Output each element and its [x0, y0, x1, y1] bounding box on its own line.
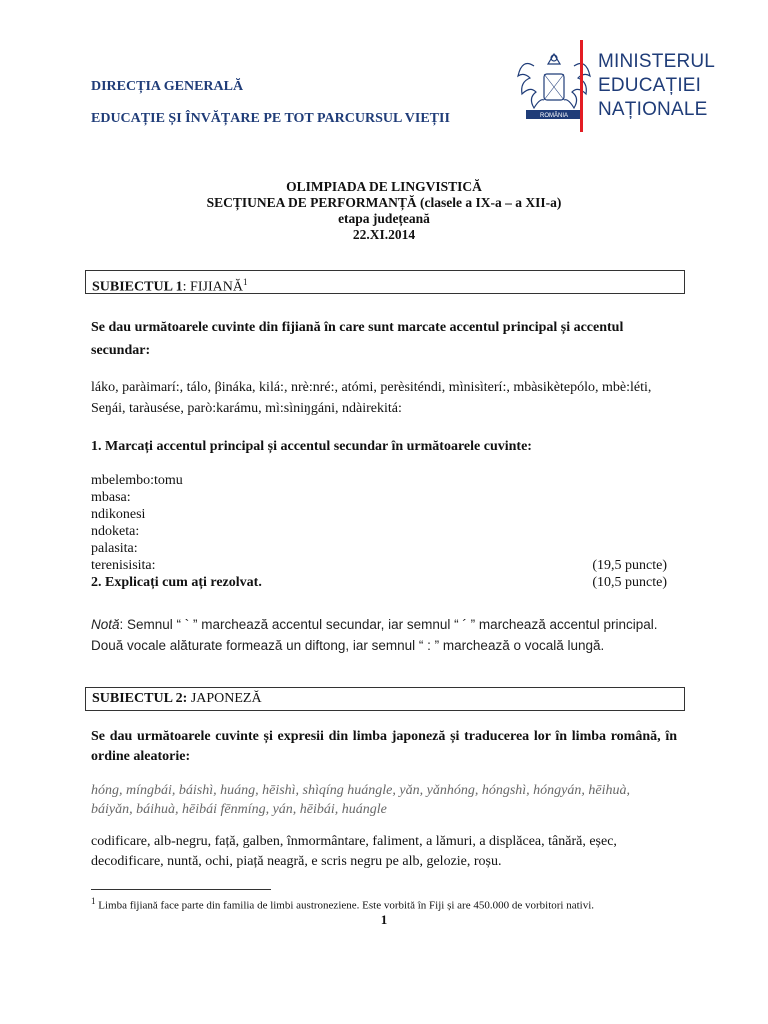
list-item-with-points — [91, 557, 677, 574]
question-2-row — [91, 574, 677, 591]
list-item: terenisisita: — [91, 558, 156, 573]
note-line-1: : Semnul “ ` ” marchează accentul secundar, iar semnul “ ´ ” marchează accentul principal. — [119, 617, 658, 632]
japanese-line-1: hóng, míngbái, báishì, huáng, hēishì, shìqíng huángle, yǎn, yǎnhóng, hóngshì, hóngyán, hēihuà, — [91, 783, 630, 798]
list-item: ndikonesi — [91, 507, 146, 522]
title-line-1: OLIMPIADA DE LINGVISTICĂ — [286, 179, 482, 194]
note-line-2: Două vocale alăturate formează un diftong, iar semnul “ : ” marchează o vocală lungă. — [91, 638, 605, 653]
fijian-word-list: láko, paràimarí:, tálo, βináka, kilá:, nrè:nré:, atómi, perèsiténdi, mìnisìterí:, mbàsikètepólo, mbè:léti, Seŋái, taràusése, parò:karámu, mì:sìniŋgáni, ndàirekitá: — [91, 380, 652, 416]
list-item: mbasa: — [91, 490, 131, 505]
title-line-3: etapa județeană — [338, 211, 430, 226]
ministry-line-1: MINISTERUL — [598, 51, 716, 72]
logo-divider — [580, 40, 583, 132]
subject-1-intro: Se dau următoarele cuvinte din fijiană în care sunt marcate accentul principal și accentul secundar: — [91, 320, 624, 358]
note — [91, 614, 677, 656]
points-q2: (10,5 puncte) — [592, 575, 667, 590]
directorate-header — [91, 78, 450, 128]
subject-2-label: SUBIECTUL 2: — [92, 691, 188, 706]
ministry-logo-text — [598, 50, 715, 122]
title-line-4: 22.XI.2014 — [352, 227, 416, 242]
footnote — [91, 896, 594, 912]
footnote-text: Limba fijiană face parte din familia de limbi austroneziene. Este vorbită în Fiji și are 450.000 de vorbitori nativi. — [95, 899, 595, 912]
footnote-separator — [91, 889, 271, 890]
subject-1-label: SUBIECTUL 1 — [92, 279, 183, 295]
question-1: 1. Marcați accentul principal și accentul secundar în următoarele cuvinte: — [91, 439, 532, 454]
footnote-mark: 1 — [91, 896, 96, 906]
header-line-2: EDUCAȚIE ȘI ÎNVĂȚARE PE TOT PARCURSUL VIEȚII — [91, 111, 450, 126]
exercise-word-list — [91, 472, 677, 591]
japanese-line-2: báiyǎn, báihuà, hēibái fēnmíng, yán, hēibái, huángle — [91, 802, 387, 817]
subject-2-heading — [85, 687, 685, 711]
svg-text:ROMÂNIA: ROMÂNIA — [539, 113, 569, 119]
title-line-2: SECȚIUNEA DE PERFORMANȚĂ (clasele a IX-a – a XII-a) — [206, 195, 562, 210]
list-item: mbelembo:tomu — [91, 473, 183, 488]
romanian-line-1: codificare, alb-negru, față, galben, înmormântare, faliment, a lămuri, a displăcea, tânără, eșec, — [91, 834, 617, 849]
list-item: palasita: — [91, 541, 138, 556]
points-q1: (19,5 puncte) — [592, 558, 667, 573]
subject-1-name: : FIJIANĂ — [182, 279, 243, 295]
ministry-line-3: NAȚIONALE — [598, 99, 708, 120]
romanian-line-2: decodificare, nuntă, ochi, piață neagră, e scris negru pe alb, gelozie, roșu. — [91, 854, 502, 869]
romanian-translations — [91, 832, 677, 872]
subject-1-heading — [85, 270, 685, 294]
footnote-ref: 1 — [242, 277, 248, 287]
header-line-1: DIRECȚIA GENERALĂ — [91, 79, 244, 94]
document-title — [0, 179, 768, 243]
question-2: 2. Explicați cum ați rezolvat. — [91, 575, 262, 590]
subject-2-name: JAPONEZĂ — [187, 691, 262, 706]
list-item: ndoketa: — [91, 524, 140, 539]
ministry-line-2: EDUCAȚIEI — [598, 75, 702, 96]
subject-2-intro: Se dau următoarele cuvinte și expresii din limba japoneză și traducerea lor în limba română, în ordine aleatorie: — [91, 729, 677, 764]
page-number: 1 — [380, 912, 388, 927]
note-label: Notă — [91, 617, 120, 632]
japanese-expressions — [91, 781, 677, 819]
